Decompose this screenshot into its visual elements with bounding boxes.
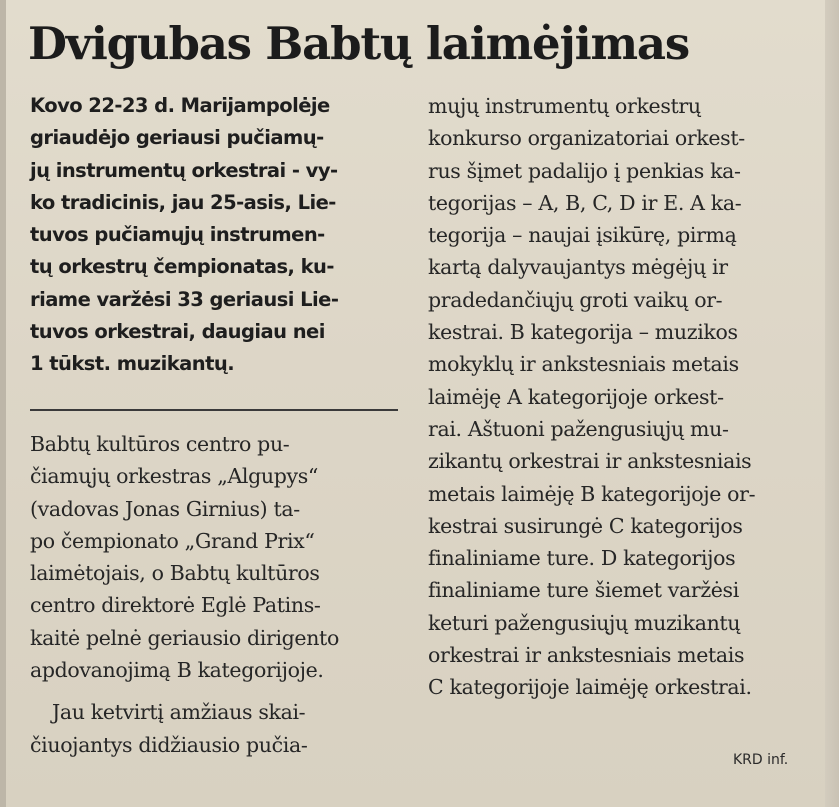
body-line: kaitė pelnė geriausio dirigento xyxy=(30,625,339,650)
body-line: zikantų orkestrai ir ankstesniais xyxy=(428,449,752,474)
lead-line: tuvos pučiamųjų instrumen- xyxy=(30,223,325,247)
lead-line: ko tradicinis, jau 25-asis, Lie- xyxy=(30,190,336,214)
source-credit: KRD inf. xyxy=(733,752,789,768)
article-headline: Dvigubas Babtų laimėjimas xyxy=(28,17,689,70)
body-line: rai. Aštuoni pažengusiųjų mu- xyxy=(428,416,729,441)
paragraph-gap xyxy=(30,686,339,696)
body-line: laimėtojais, o Babtų kultūros xyxy=(30,561,320,586)
lead-divider xyxy=(30,409,398,411)
lead-line: Kovo 22-23 d. Marijampolėje xyxy=(30,94,330,117)
lead-line: 1 tūkst. muzikantų. xyxy=(30,352,235,376)
body-line: Jau ketvirtį amžiaus skai- xyxy=(52,700,306,725)
body-line: finaliniame ture. D kategorijos xyxy=(428,546,736,571)
body-line: apdovanojimą B kategorijoje. xyxy=(30,658,324,683)
body-line: kestrai susirungė C kategorijos xyxy=(428,513,743,538)
body-line: laimėję A kategorijoje orkest- xyxy=(428,384,724,409)
body-line: rus šįmet padalijo į penkias ka- xyxy=(428,158,741,183)
body-line: čiuojantys didžiausio pučia- xyxy=(30,732,308,757)
body-line: C kategorijoje laimėję orkestrai. xyxy=(428,675,752,700)
body-line: tegorija – naujai įsikūrę, pirmą xyxy=(428,223,737,248)
body-line: metais laimėję B kategorijoje or- xyxy=(428,481,756,506)
body-line: konkurso organizatoriai orkest- xyxy=(428,126,745,151)
body-line: finaliniame ture šiemet varžėsi xyxy=(428,578,739,603)
body-line: tegorijas – A, B, C, D ir E. A ka- xyxy=(428,190,742,215)
body-line: orkestrai ir ankstesniais metais xyxy=(428,643,745,668)
body-line: mokyklų ir ankstesniais metais xyxy=(428,352,739,377)
page-edge-right xyxy=(825,0,839,807)
body-line: kartą dalyvaujantys mėgėjų ir xyxy=(428,255,728,280)
lead-line: tų orkestrų čempionatas, ku- xyxy=(30,255,334,279)
body-line: mųjų instrumentų orkestrų xyxy=(428,94,701,118)
body-line: Babtų kultūros centro pu- xyxy=(30,432,290,456)
article-body-right-column xyxy=(428,90,755,704)
body-line: (vadovas Jonas Girnius) ta- xyxy=(30,496,300,521)
body-line: čiamųjų orkestras „Algupys“ xyxy=(30,464,319,489)
article-body-left-column xyxy=(30,428,339,761)
body-line: centro direktorė Eglė Patins- xyxy=(30,593,321,618)
lead-line: riame varžėsi 33 geriausi Lie- xyxy=(30,287,339,311)
article-lead xyxy=(30,90,338,381)
body-line: keturi pažengusiųjų muzikantų xyxy=(428,610,741,635)
page-edge-left xyxy=(0,0,6,807)
body-line: po čempionato „Grand Prix“ xyxy=(30,528,315,553)
lead-line: griaudėjo geriausi pučiamų- xyxy=(30,126,324,150)
lead-line: tuvos orkestrai, daugiau nei xyxy=(30,320,325,344)
body-line: pradedančiųjų groti vaikų or- xyxy=(428,287,723,312)
body-line: kestrai. B kategorija – muzikos xyxy=(428,320,738,345)
lead-line: jų instrumentų orkestrai - vy- xyxy=(30,158,338,182)
